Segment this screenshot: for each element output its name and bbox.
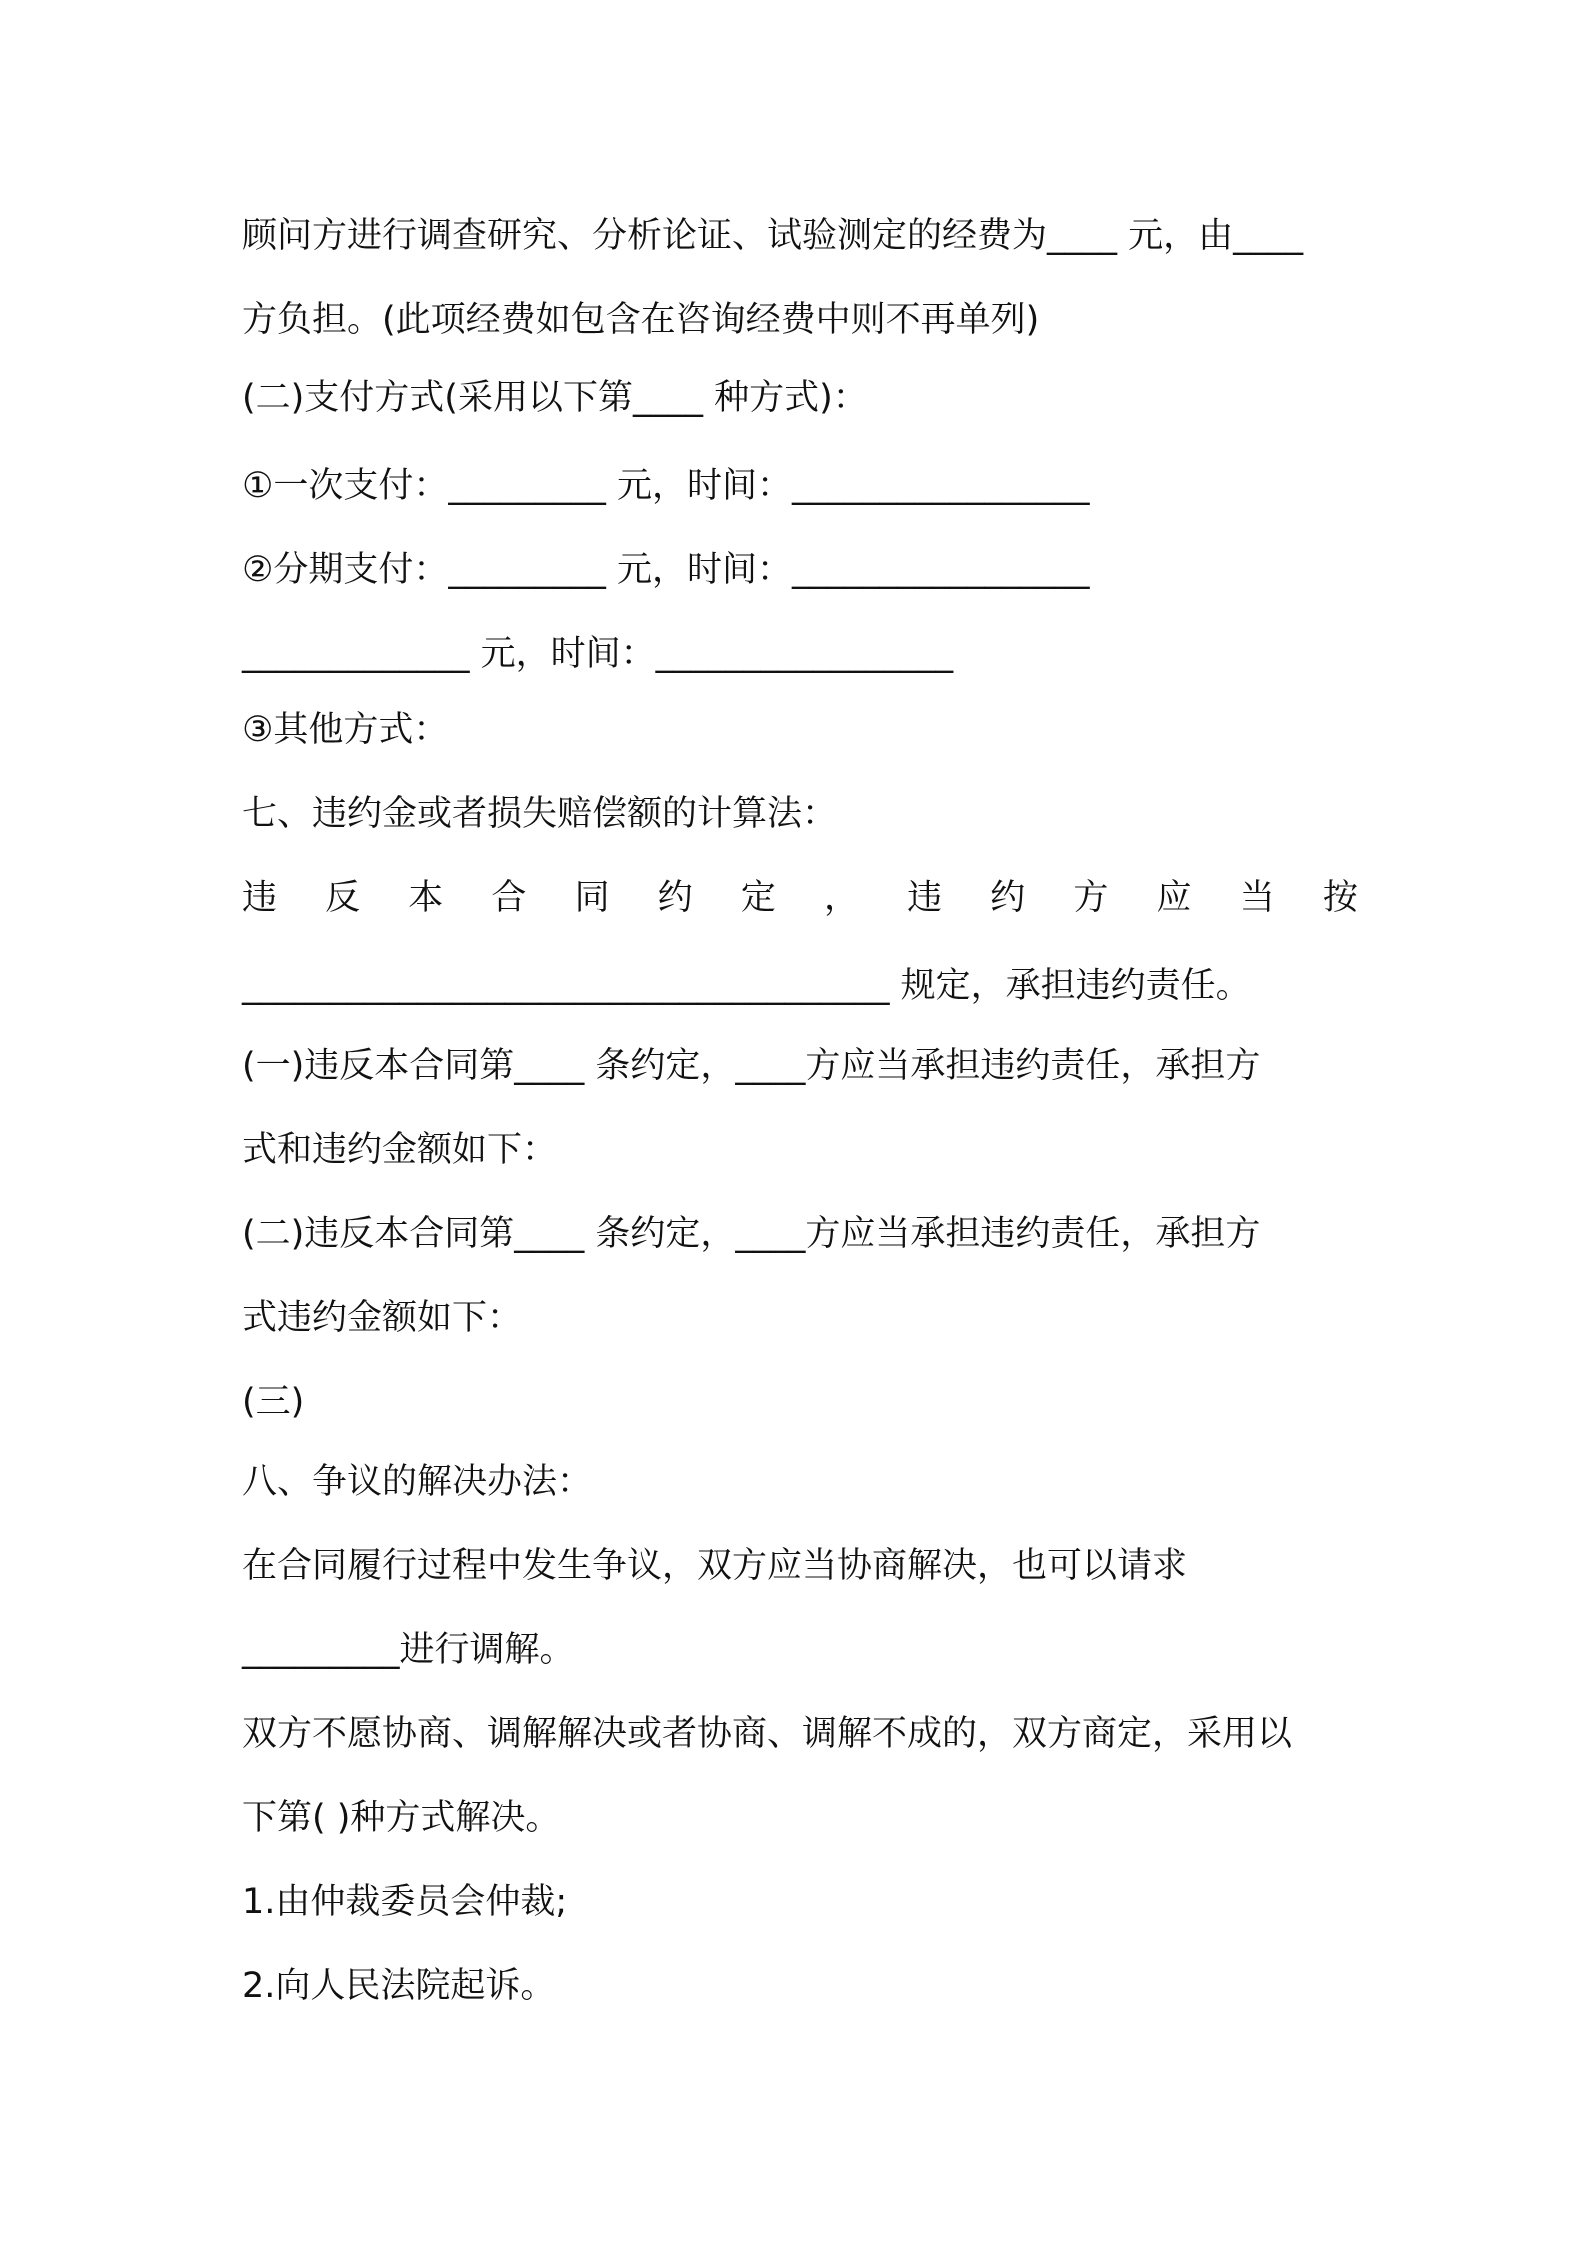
spread-char: 同 <box>574 878 610 918</box>
spread-char: ， <box>823 878 859 918</box>
section-heading: 八、争议的解决办法： <box>242 1462 593 1502</box>
spread-char: 合 <box>491 878 527 918</box>
paragraph-line: 双方不愿协商、调解解决或者协商、调解不成的，双方商定，采用以 <box>242 1714 1293 1754</box>
paragraph-line: 下第( )种方式解决。 <box>242 1798 561 1838</box>
paragraph-line: (三) <box>242 1382 305 1422</box>
paragraph-line: _____________ 元，时间：_________________ <box>242 634 954 674</box>
paragraph-line: 式和违约金额如下： <box>242 1130 558 1170</box>
spread-char: 约 <box>990 878 1026 918</box>
paragraph-line: 式违约金额如下： <box>242 1298 523 1338</box>
spread-justified-line <box>242 874 1358 922</box>
spread-char: 应 <box>1156 878 1192 918</box>
section-heading: 七、违约金或者损失赔偿额的计算法： <box>242 794 838 834</box>
spread-char: 本 <box>408 878 444 918</box>
paragraph-line: (一)违反本合同第____ 条约定，____方应当承担违约责任，承担方 <box>242 1046 1261 1086</box>
spread-char: 违 <box>907 878 943 918</box>
paragraph-line: ③其他方式： <box>242 710 449 750</box>
spread-char: 反 <box>325 878 361 918</box>
spread-char: 当 <box>1239 878 1275 918</box>
paragraph-line: (二)支付方式(采用以下第____ 种方式)： <box>242 378 868 418</box>
paragraph-line: (二)违反本合同第____ 条约定，____方应当承担违约责任，承担方 <box>242 1214 1261 1254</box>
list-item: 1.由仲裁委员会仲裁; <box>242 1882 568 1922</box>
spread-char: 按 <box>1322 878 1358 918</box>
paragraph-line: 在合同履行过程中发生争议，双方应当协商解决，也可以请求 <box>242 1546 1188 1586</box>
paragraph-line: 方负担。(此项经费如包含在咨询经费中则不再单列) <box>242 300 1040 340</box>
list-item: 2.向人民法院起诉。 <box>242 1966 556 2006</box>
spread-char: 定 <box>740 878 776 918</box>
paragraph-line: ①一次支付：_________ 元，时间：_________________ <box>242 466 1090 506</box>
spread-char: 约 <box>657 878 693 918</box>
spread-char: 违 <box>242 878 278 918</box>
spread-char: 方 <box>1073 878 1109 918</box>
paragraph-line: _________进行调解。 <box>242 1630 575 1670</box>
paragraph-line: _____________________________________ 规定，承担违约责任。 <box>242 966 1251 1006</box>
paragraph-line: 顾问方进行调查研究、分析论证、试验测定的经费为____ 元，由____ <box>242 216 1304 256</box>
paragraph-line: ②分期支付：_________ 元，时间：_________________ <box>242 550 1090 590</box>
